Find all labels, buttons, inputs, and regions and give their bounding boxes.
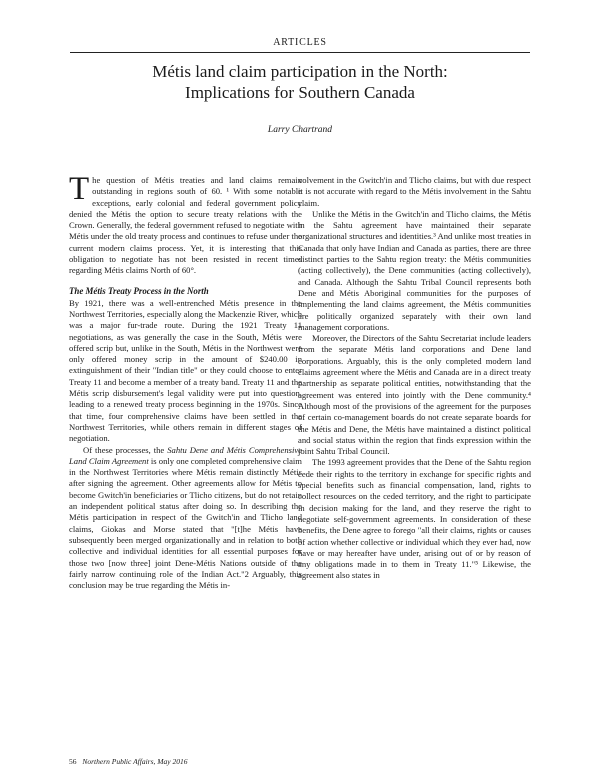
- agreement-title: Sahtu Dene and Métis Comprehensive Land Claim Agreement: [69, 444, 302, 466]
- paragraph-lead: Of these processes, the: [83, 444, 168, 455]
- body-paragraph: The 1993 agreement provides that the Dene of the Sahtu region cede their rights to the territory in exchange for specific rights and special benefits such as financial compensation, land, rights to collect resources on the ceded territory, and the right to participate in decision making for the land, and they reserve the right to negotiate self-government agreements. In consideration of these benefits, the Dene agree to forego "all their claims, rights or causes of action whether collective or individual which they ever had, now have or may hereafter have under, arising out of or by reason of any obligations made in to them in Treaty 11."⁵ Likewise, the agreement also states in: [298, 457, 531, 581]
- drop-cap: T: [69, 171, 90, 207]
- body-paragraph: By 1921, there was a well-entrenched Métis presence in the Northwest Territories, especially along the Mackenzie River, which was a major fur-trade route. During the 1921 Treaty 11 negotiations, as was generally the case in the South, Métis were offered scrip but, unlike in the South, Métis in the Northwest were only offered money scrip in the amount of $240.00 in extinguishment of their "Indian title" or they could choose to enter Treaty 11 and become a member of a treaty band. Treaty 11 and the Métis scrip disbursement's legal validity were put into question, leading to a renewed treaty process beginning in the 1970s. Since that time, four comprehensive claims have been settled in the Northwest Territories, while others remain in different stages of negotiation.: [69, 297, 302, 444]
- journal-citation: Northern Public Affairs, May 2016: [82, 757, 188, 766]
- header-rule: [70, 52, 530, 53]
- intro-text: he question of Métis treaties and land claims remain outstanding in regions south of 60. ¹ With some notable exceptions, early colonial and federal government policy denied the Métis the option to secure treaty relations with the Crown. Generally, the federal government refused to negotiate with Métis under the old treaty process and continues to refuse under the current modern claims process. Yet, it is interesting that this obligation to negotiate has not been resisted in recent times regarding Métis claims North of 60°.: [69, 175, 302, 276]
- body-paragraph: [69, 445, 302, 592]
- title-line-2: Implications for Southern Canada: [185, 83, 415, 102]
- author-byline: Larry Chartrand: [267, 125, 333, 135]
- left-column: [69, 171, 302, 591]
- paragraph-rest: is only one completed comprehensive claim in the Northwest Territories where Métis remain distinctly Métis after signing the agreement. Other agreements allow for Métis to become Gwitch'in beneficiaries or Tlicho citizens, but do not retain an independent political status after doing so. In describing the Métis participation in respect of the Gwitch'in and Tlicho land claims, Giokas and Morse stated that "[t]he Métis have subsequently been merged organizationally and in relation to both collective and individual identities for all essential purposes for those two [now three] joint Dene-Métis Nations outside of the fairly narrow continuing role of the Indian Act."2 Arguably, this conclusion may be true regarding the Métis in-: [69, 455, 302, 591]
- intro-paragraph: [69, 171, 302, 277]
- section-heading: The Métis Treaty Process in the North: [69, 285, 209, 296]
- article-title: [60, 61, 540, 103]
- page-footer: [69, 757, 187, 766]
- body-paragraph: Moreover, the Directors of the Sahtu Secretariat include leaders from the separate Métis land corporations and Dene land corporations. Arguably, this is the only completed modern land claims agreement where the Métis and Canada are in a direct treaty partnership as separate political entities, notwithstanding that the agreement was entered into jointly with the Dene community.⁴ Although most of the provisions of the agreement for the purposes of certain co-management boards do not create separate boards for the Métis and Dene, the Métis have maintained a distinct political and social status within the region that finds expression within the joint Sahtu Tribal Council.: [298, 333, 531, 457]
- page-number: 56: [69, 757, 77, 766]
- body-paragraph: Unlike the Métis in the Gwitch'in and Tlicho claims, the Métis in the Sahtu agreement have maintained their separate organizational structures and identities.³ And unlike most treaties in Canada that only have Indian and Canada as parties, there are three distinct parties to the Sahtu region treaty: the Métis communities (acting collectively), the Dene communities (acting collectively), and Canada. Although the Sahtu Tribal Council represents both Dene and Métis Aboriginal communities for the purposes of implementing the land claims agreement, the Métis communities are politically organized separately with their own land management corporations.: [298, 208, 531, 332]
- right-column: [298, 175, 531, 582]
- body-paragraph: volvement in the Gwitch'in and Tlicho claims, but with due respect it is not accurate with regard to the Métis involvement in the Sahtu claim.: [298, 175, 531, 208]
- title-line-1: Métis land claim participation in the North:: [152, 62, 448, 81]
- section-label: ARTICLES: [273, 37, 327, 48]
